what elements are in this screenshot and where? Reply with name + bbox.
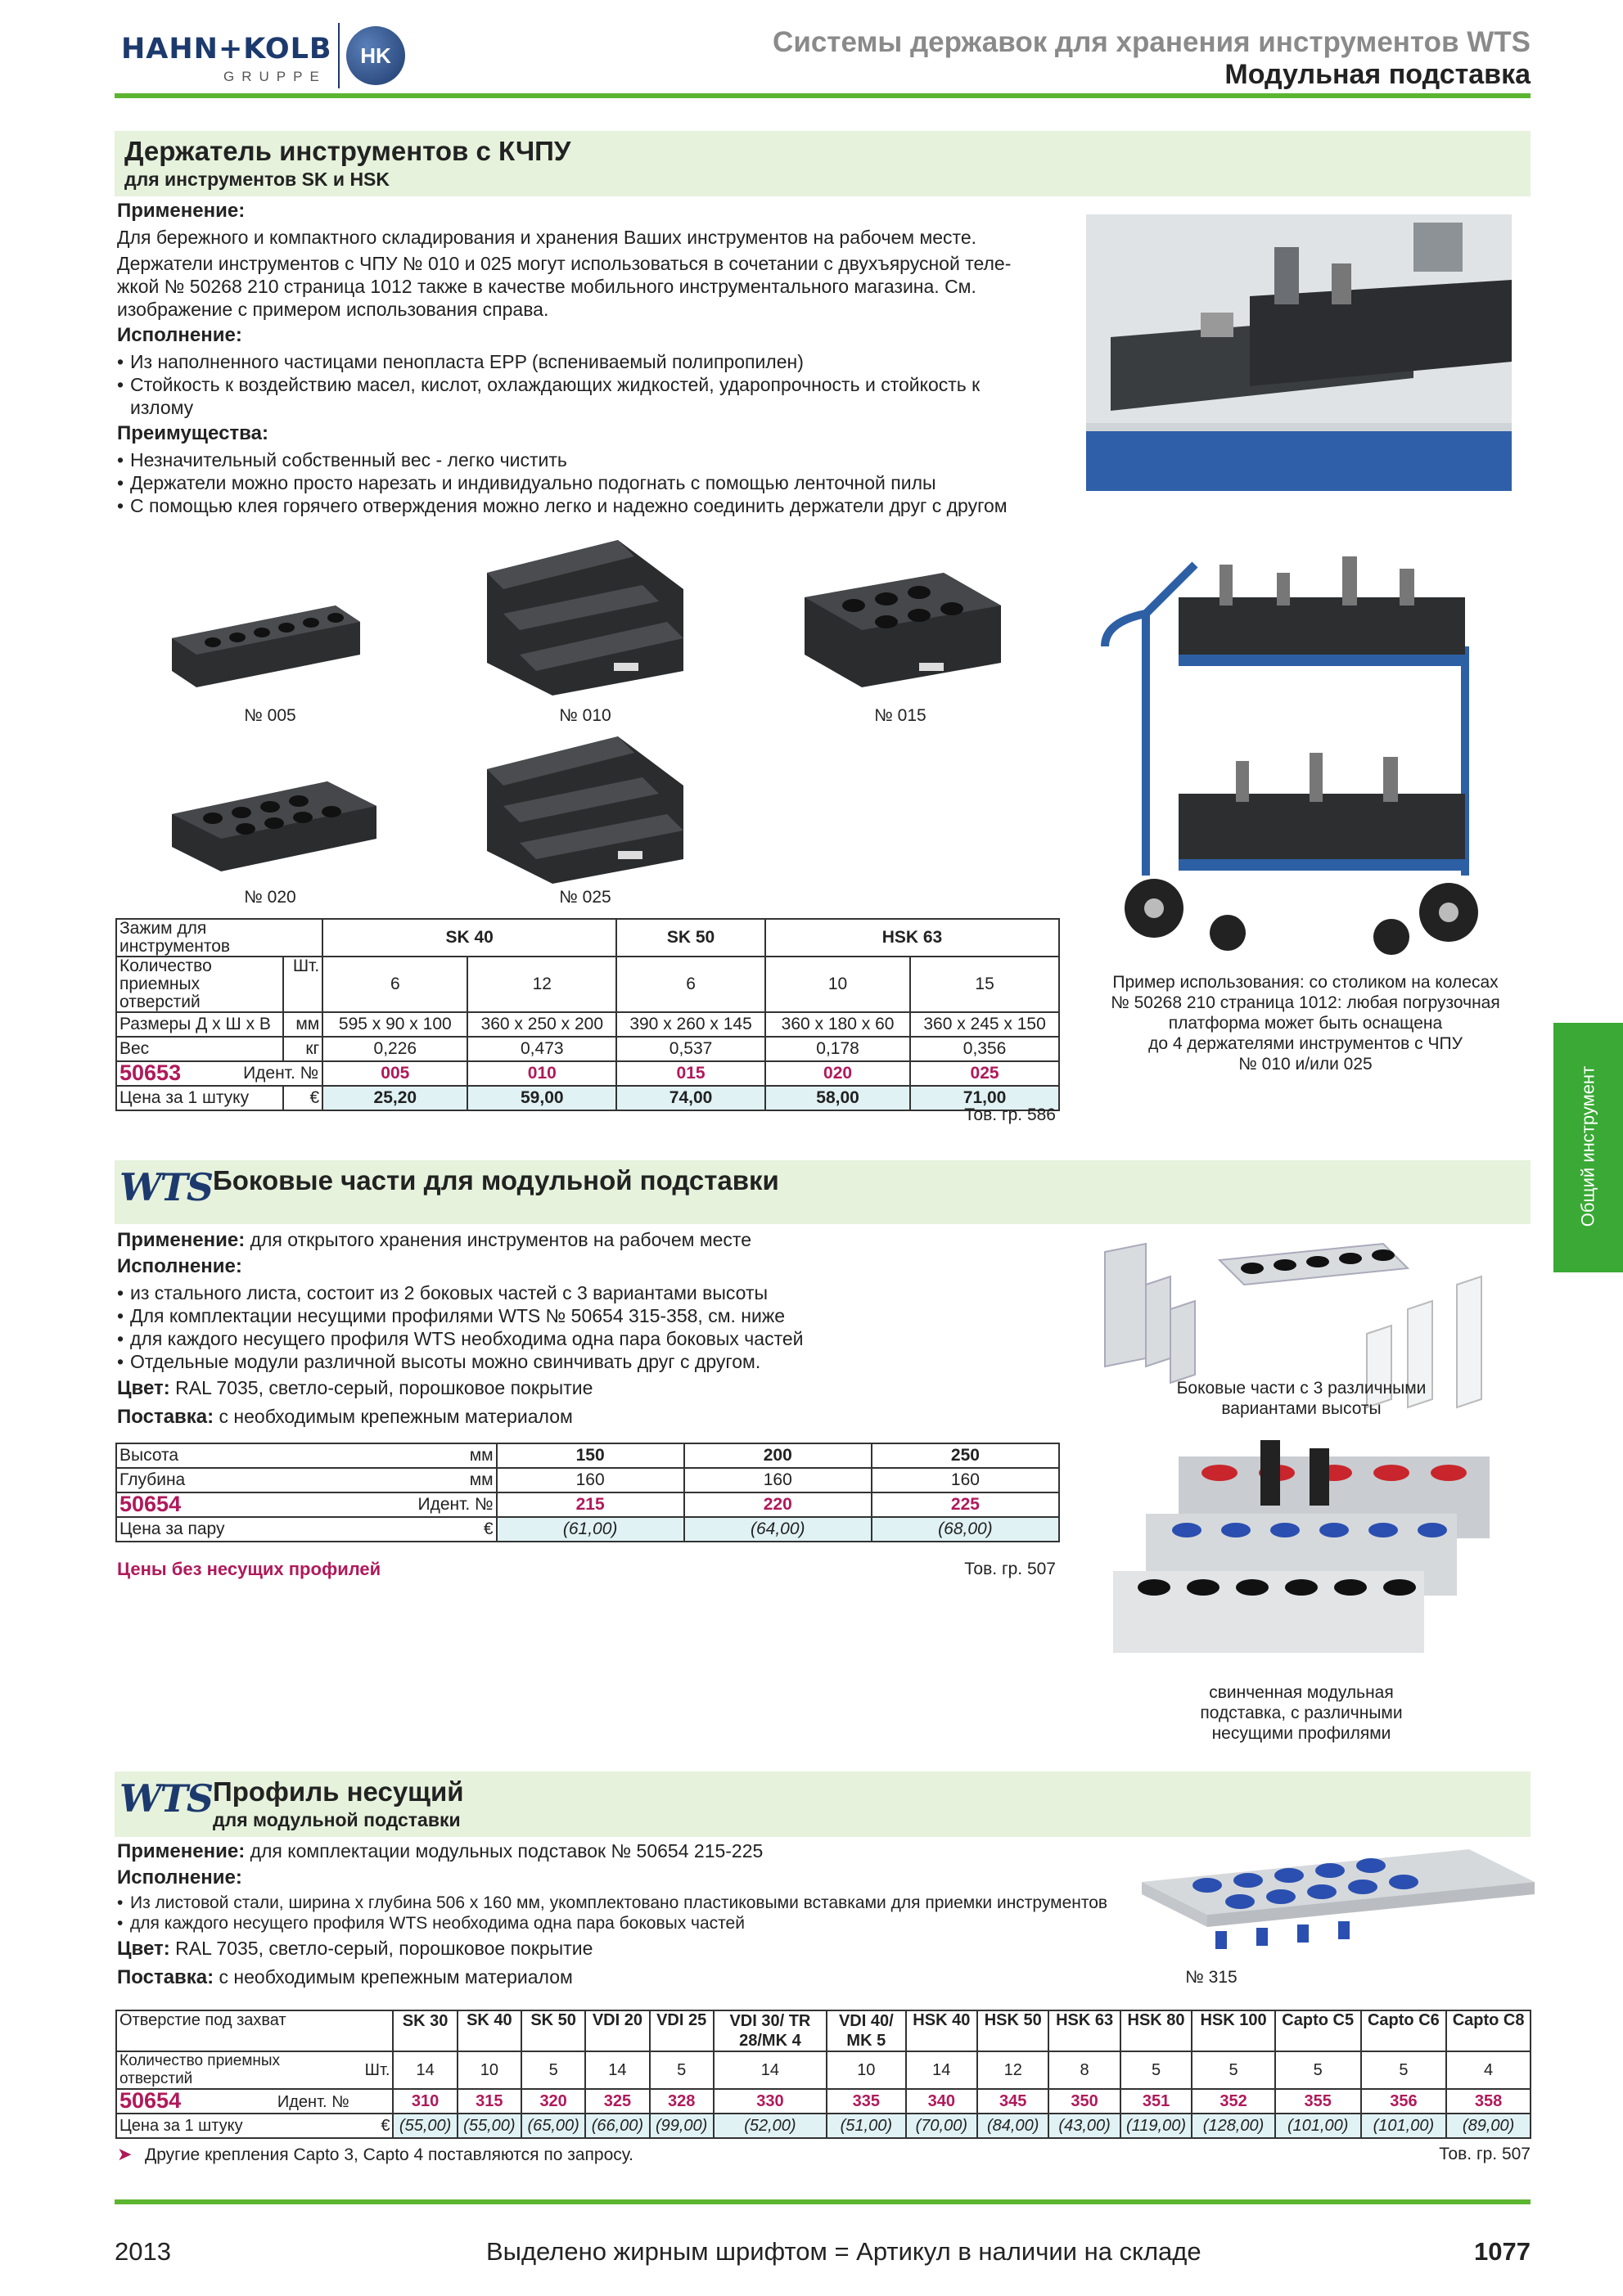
product-image-020: [172, 781, 376, 876]
s1-goods-group: Тов. гр. 586: [964, 1105, 1056, 1124]
table-cell: 360 x 250 x 200: [467, 1012, 616, 1037]
table-cell: [349, 2089, 394, 2114]
header-subtitle: Системы державок для хранения инструментов WTS: [773, 26, 1531, 58]
section3-title: Профиль несущий: [213, 1776, 464, 1807]
logo-main: HAHN+KOLB: [121, 33, 332, 65]
img-label-010: № 010: [559, 706, 611, 725]
s2-exec-label: Исполнение:: [117, 1255, 242, 1277]
id-cell[interactable]: 010: [467, 1061, 616, 1086]
id-cell[interactable]: 320: [521, 2089, 585, 2114]
table-cell: HSK 50: [977, 2010, 1048, 2051]
s1-exec-label: Исполнение:: [117, 324, 242, 346]
s1-exec-list: [117, 350, 1075, 419]
table-row: [116, 2114, 1531, 2138]
table-cell: 10: [827, 2051, 906, 2089]
holder-photo-svg: [1086, 214, 1512, 491]
table-cell: HSK 80: [1120, 2010, 1192, 2051]
table-cell: 5: [1275, 2051, 1361, 2089]
table-cell: 595 x 90 x 100: [322, 1012, 467, 1037]
wts-logo: WTS: [119, 1165, 213, 1209]
table-cell: Зажим для инструментов: [116, 919, 322, 957]
header-rule: [115, 93, 1531, 98]
price-cell: (65,00): [521, 2114, 585, 2138]
table-row: [116, 2010, 1531, 2051]
s3-app: Применение: для комплектации модульных подставок № 50654 215-225: [117, 1840, 764, 1862]
id-cell[interactable]: 330: [714, 2089, 827, 2114]
section3-text: [117, 1839, 1140, 1989]
table-cell: 5: [1361, 2051, 1447, 2089]
table-cell: 160: [872, 1468, 1059, 1492]
table-cell: мм: [283, 1012, 322, 1037]
article-cell: [116, 1492, 299, 1517]
s1-app-line: жкой № 50268 210 страница 1012 также в качестве мобильного инструментального магазина. См.: [117, 276, 976, 297]
s1-app-line: Держатели инструментов с ЧПУ № 010 и 025 могут использоваться в сочетании с двухъярусной теле-: [117, 253, 1012, 274]
table-cell: HSK 63: [765, 919, 1059, 957]
table-cell: Отверстие под захват: [116, 2010, 393, 2051]
table-cell: 15: [910, 957, 1059, 1012]
logo: [121, 23, 416, 97]
table-cell: 14: [906, 2051, 977, 2089]
img-label-025: № 025: [559, 888, 611, 907]
table-row: [116, 1468, 1059, 1492]
table-cell: Высота: [116, 1443, 299, 1468]
profile-image: [1142, 1849, 1535, 1968]
table-cell: Шт.: [349, 2051, 394, 2089]
price-cell: 25,20: [322, 1086, 467, 1110]
table-cell: Capto C5: [1275, 2010, 1361, 2051]
table-cell: 390 x 260 x 145: [616, 1012, 765, 1037]
table-cell: SK 50: [521, 2010, 585, 2051]
s1-adv-list: [117, 448, 1075, 517]
table-cell: кг: [283, 1037, 322, 1061]
s2-supply: Поставка: с необходимым крепежным материалом: [117, 1406, 573, 1428]
id-cell[interactable]: 352: [1192, 2089, 1275, 2114]
price-cell: (64,00): [684, 1517, 872, 1542]
list-item: • Для комплектации несущими профилями WTS № 50654 315-358, см. ниже: [117, 1304, 1066, 1327]
table-row: [116, 919, 1059, 957]
cart-example-image: [1097, 548, 1498, 961]
profile-image-label: № 315: [1185, 1968, 1238, 1987]
s3-exec-label: Исполнение:: [117, 1866, 242, 1889]
table-cell: 8: [1048, 2051, 1120, 2089]
table-cell: 360 x 245 x 150: [910, 1012, 1059, 1037]
s1-adv-label: Преимущества:: [117, 422, 268, 444]
table-cell: 0,473: [467, 1037, 616, 1061]
s3-supply: Поставка: с необходимым крепежным материалом: [117, 1966, 573, 1988]
table-cell: 10: [765, 957, 910, 1012]
table-cell: Capto C6: [1361, 2010, 1447, 2051]
img-label-020: № 020: [244, 888, 296, 907]
list-item: • для каждого несущего профиля WTS необходима одна пара боковых частей: [117, 1327, 1066, 1350]
logo-divider: [338, 23, 340, 88]
id-cell[interactable]: 015: [616, 1061, 765, 1086]
price-cell: (55,00): [393, 2114, 457, 2138]
s3-exec-list: [117, 1893, 1140, 1934]
id-label: Идент. №: [277, 2093, 349, 2111]
table-cell: 14: [585, 2051, 649, 2089]
price-cell: (70,00): [906, 2114, 977, 2138]
s1-app-label: Применение:: [117, 200, 246, 222]
id-cell[interactable]: 335: [827, 2089, 906, 2114]
table-row: [116, 1443, 1059, 1468]
price-cell: (119,00): [1120, 2114, 1192, 2138]
table-cell: 12: [467, 957, 616, 1012]
table-cell: Глубина: [116, 1468, 299, 1492]
price-cell: 59,00: [467, 1086, 616, 1110]
s3-color: Цвет: RAL 7035, светло-серый, порошковое покрытие: [117, 1938, 593, 1960]
table-cell: 250: [872, 1443, 1059, 1468]
holder-photo: [1086, 214, 1512, 491]
price-cell: (89,00): [1446, 2114, 1531, 2138]
table-cell: 5: [650, 2051, 714, 2089]
id-cell[interactable]: 005: [322, 1061, 467, 1086]
section2-title: Боковые части для модульной подставки: [213, 1165, 779, 1195]
price-cell: (101,00): [1275, 2114, 1361, 2138]
id-label: Идент. №: [299, 1492, 497, 1517]
table-cell: 14: [714, 2051, 827, 2089]
table-cell: 5: [521, 2051, 585, 2089]
id-cell[interactable]: 315: [458, 2089, 521, 2114]
table-cell: 14: [393, 2051, 457, 2089]
id-cell[interactable]: 340: [906, 2089, 977, 2114]
s1-app-line: Для бережного и компактного складирования и хранения Ваших инструментов на рабочем месте.: [117, 227, 977, 248]
section2-header: [115, 1160, 1531, 1224]
s3-note: ➤ Другие крепления Capto 3, Capto 4 поставляются по запросу.: [117, 2144, 634, 2164]
table-cell: 5: [1120, 2051, 1192, 2089]
product-image-025: [487, 736, 683, 888]
section2-text: [117, 1228, 1066, 1429]
table-cell: Шт.: [283, 957, 322, 1012]
table-cell: 200: [684, 1443, 872, 1468]
footer-rule: [115, 2199, 1531, 2204]
table-row: [116, 1012, 1059, 1037]
price-cell: 71,00: [910, 1086, 1059, 1110]
section1-subtitle: для инструментов SK и HSK: [124, 169, 390, 190]
section1-text: [117, 200, 1075, 517]
modular-stand-image: [1097, 1440, 1506, 1681]
price-cell: (66,00): [585, 2114, 649, 2138]
table-cell: Цена за 1 штуку: [116, 2114, 349, 2138]
id-cell[interactable]: 325: [585, 2089, 649, 2114]
id-cell[interactable]: 355: [1275, 2089, 1361, 2114]
price-cell: (128,00): [1192, 2114, 1275, 2138]
section3-subtitle: для модульной подставки: [213, 1809, 461, 1830]
s2-goods-group: Тов. гр. 507: [964, 1560, 1056, 1578]
s1-table: [115, 918, 1060, 1111]
list-item: • Стойкость к воздействию масел, кислот, охлаждающих жидкостей, ударопрочность и стойкость к излому: [117, 373, 1047, 419]
table-row: [116, 957, 1059, 1012]
list-item: • Держатели можно просто нарезать и индивидуально подогнать с помощью ленточной пилы: [117, 471, 1075, 494]
example-caption: Пример использования: со столиком на колесах № 50268 210 страница 1012: любая погрузочная платформа может быть оснащена до 4 держателями инструментов с ЧПУ № 010 и/или 025: [1111, 973, 1500, 1074]
table-row: [116, 1086, 1059, 1110]
s2-app: Применение: для открытого хранения инструментов на рабочем месте: [117, 1229, 752, 1251]
section1-title: Держатель инструментов с КЧПУ: [124, 136, 571, 166]
side-tab-label: Общий инструмент: [1577, 1065, 1598, 1227]
list-item: • из стального листа, состоит из 2 боковых частей с 3 вариантами высоты: [117, 1281, 1066, 1304]
table-cell: €: [349, 2114, 394, 2138]
s2-table: [115, 1443, 1060, 1542]
table-cell: 6: [616, 957, 765, 1012]
price-cell: (51,00): [827, 2114, 906, 2138]
img-label-015: № 015: [874, 706, 926, 725]
article-cell: [116, 2089, 349, 2114]
s2-color: Цвет: RAL 7035, светло-серый, порошковое покрытие: [117, 1377, 593, 1399]
price-cell: (43,00): [1048, 2114, 1120, 2138]
table-cell: мм: [299, 1468, 497, 1492]
arrow-right-icon: ➤: [117, 2144, 133, 2164]
logo-sub: GRUPPE: [223, 69, 327, 84]
table-cell: 6: [322, 957, 467, 1012]
list-item: • Из листовой стали, ширина x глубина 506 x 160 мм, укомплектовано пластиковыми вставками для приемки инструментов: [117, 1893, 1140, 1913]
footer-legend: Выделено жирным шрифтом = Артикул в наличии на складе: [486, 2237, 1201, 2266]
id-cell[interactable]: 220: [684, 1492, 872, 1517]
price-cell: (99,00): [650, 2114, 714, 2138]
table-cell: Количество приемных отверстий: [116, 957, 283, 1012]
table-cell: мм: [299, 1443, 497, 1468]
list-item: • Отдельные модули различной высоты можно свинчивать друг с другом.: [117, 1350, 1066, 1373]
s1-app-line: изображение с примером использования справа.: [117, 299, 549, 320]
article-number: 50654: [119, 2087, 182, 2113]
table-cell: 0,356: [910, 1037, 1059, 1061]
table-row: [116, 1061, 1059, 1086]
table-cell: 160: [684, 1468, 872, 1492]
img-label-005: № 005: [244, 706, 296, 725]
price-cell: (61,00): [497, 1517, 684, 1542]
footer-year: 2013: [115, 2237, 171, 2266]
table-cell: 10: [458, 2051, 521, 2089]
table-cell: VDI 20: [585, 2010, 649, 2051]
table-cell: Цена за 1 штуку: [116, 1086, 283, 1110]
s3-goods-group: Тов. гр. 507: [1439, 2145, 1531, 2163]
table-cell: SK 30: [393, 2010, 457, 2051]
table-cell: HSK 40: [906, 2010, 977, 2051]
side-tab[interactable]: [1553, 1023, 1623, 1272]
table-cell: SK 40: [322, 919, 616, 957]
table-cell: 12: [977, 2051, 1048, 2089]
table-cell: HSK 100: [1192, 2010, 1275, 2051]
table-cell: €: [283, 1086, 322, 1110]
modular-stand-caption: свинченная модульная подставка, с различными несущими профилями: [1200, 1683, 1403, 1743]
table-cell: Capto C8: [1446, 2010, 1531, 2051]
wts-logo: WTS: [119, 1776, 213, 1821]
table-cell: Количество приемных отверстий: [116, 2051, 349, 2089]
article-number: 50654: [119, 1491, 182, 1516]
price-cell: (52,00): [714, 2114, 827, 2138]
list-item: • Из наполненного частицами пенопласта EPP (вспениваемый полипропилен): [117, 350, 1075, 373]
section1-header: [115, 131, 1531, 196]
article-number: 50653: [119, 1060, 182, 1085]
table-cell: Вес: [116, 1037, 283, 1061]
table-cell: 0,178: [765, 1037, 910, 1061]
s2-note: Цены без несущих профилей: [117, 1559, 381, 1579]
table-cell: 150: [497, 1443, 684, 1468]
price-cell: 74,00: [616, 1086, 765, 1110]
product-image-005: [172, 606, 360, 708]
article-cell: [116, 1061, 322, 1086]
price-cell: (101,00): [1361, 2114, 1447, 2138]
id-cell[interactable]: 351: [1120, 2089, 1192, 2114]
id-cell[interactable]: 310: [393, 2089, 457, 2114]
table-cell: Размеры Д x Ш x В: [116, 1012, 283, 1037]
section3-header: [115, 1772, 1531, 1837]
table-cell: 4: [1446, 2051, 1531, 2089]
table-cell: €: [299, 1517, 497, 1542]
id-cell[interactable]: 020: [765, 1061, 910, 1086]
price-cell: 58,00: [765, 1086, 910, 1110]
logo-badge: HK: [346, 26, 405, 85]
product-image-010: [487, 540, 683, 700]
page-number: 1077: [1474, 2237, 1531, 2266]
table-cell: SK 50: [616, 919, 765, 957]
table-cell: 0,226: [322, 1037, 467, 1061]
id-cell[interactable]: 345: [977, 2089, 1048, 2114]
table-cell: 0,537: [616, 1037, 765, 1061]
table-cell: HSK 63: [1048, 2010, 1120, 2051]
table-cell: Цена за пару: [116, 1517, 299, 1542]
table-row: [116, 1037, 1059, 1061]
id-label: Идент. №: [243, 1064, 319, 1083]
id-cell[interactable]: 356: [1361, 2089, 1447, 2114]
list-item: • для каждого несущего профиля WTS необходима одна пара боковых частей: [117, 1913, 1140, 1934]
table-row: [116, 2051, 1531, 2089]
list-item: • С помощью клея горячего отверждения можно легко и надежно соединить держатели друг с другом: [117, 494, 1075, 517]
s2-exec-list: [117, 1281, 1066, 1373]
id-cell[interactable]: 225: [872, 1492, 1059, 1517]
table-cell: SK 40: [458, 2010, 521, 2051]
header-title: Модульная подставка: [1224, 59, 1531, 90]
id-cell[interactable]: 025: [910, 1061, 1059, 1086]
table-cell: 360 x 180 x 60: [765, 1012, 910, 1037]
price-cell: (84,00): [977, 2114, 1048, 2138]
product-image-015: [805, 573, 1001, 691]
s3-table: [115, 2010, 1531, 2139]
table-row: [116, 2089, 1531, 2114]
id-cell[interactable]: 215: [497, 1492, 684, 1517]
id-cell[interactable]: 358: [1446, 2089, 1531, 2114]
table-cell: VDI 40/ MK 5: [827, 2010, 906, 2051]
price-cell: (55,00): [458, 2114, 521, 2138]
id-cell[interactable]: 350: [1048, 2089, 1120, 2114]
side-parts-caption: Боковые части с 3 различными вариантами высоты: [1176, 1379, 1427, 1418]
id-cell[interactable]: 328: [650, 2089, 714, 2114]
table-row: [116, 1492, 1059, 1517]
table-cell: VDI 30/ TR 28/MK 4: [714, 2010, 827, 2051]
table-cell: VDI 25: [650, 2010, 714, 2051]
table-row: [116, 1517, 1059, 1542]
list-item: • Незначительный собственный вес - легко чистить: [117, 448, 1075, 471]
table-cell: 5: [1192, 2051, 1275, 2089]
price-cell: (68,00): [872, 1517, 1059, 1542]
table-cell: 160: [497, 1468, 684, 1492]
